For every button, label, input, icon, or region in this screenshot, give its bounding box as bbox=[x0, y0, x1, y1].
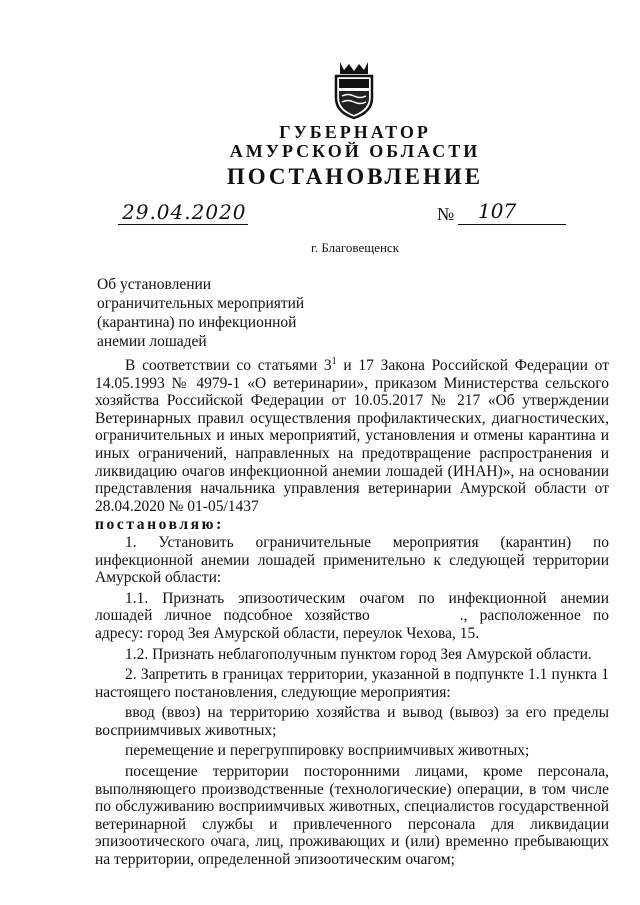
subject-line: ограничительных мероприятий bbox=[97, 295, 305, 312]
date-underline bbox=[118, 224, 248, 225]
subject-line: (карантина) по инфекционной bbox=[97, 314, 297, 331]
article-superscript: 1 bbox=[331, 355, 337, 367]
subject-line: анемии лошадей bbox=[97, 333, 207, 350]
preamble-text-cont: и 17 Закона Российской Федерации от 14.05.1993 № 4979-1 «О ветеринарии», приказом Министерства сельского хозяйства Российской Федерации от 10.05.2017 № 217 «Об утверждении Ветеринарных правил осуществления профилактических, диагностических, ограничительных и иных мероприятий, установления и отмены карантина и иных ограничений, направленных на предотвращение распространения и ликвидацию очагов инфекционной анемии лошадей (ИНАН)», на основании представления начальника управления ветеринарии Амурской области от 28.04.2020 № 01-05/1437 bbox=[95, 357, 609, 515]
region-heading: АМУРСКОЙ ОБЛАСТИ bbox=[229, 141, 481, 161]
paragraph-2: 2. Запретить в границах территории, указанной в подпункте 1.1 пункта 1 настоящего постановления, следующие мероприятия: bbox=[95, 666, 609, 701]
preamble-text: В соответствии со статьями 3 bbox=[125, 357, 332, 374]
coat-of-arms-emblem bbox=[330, 60, 378, 120]
paragraph-1-1 bbox=[95, 590, 609, 643]
subject-line: Об установлении bbox=[97, 276, 212, 293]
paragraph-2-item-c: посещение территории посторонними лицами, кроме персонала, выполняющего производственные (технологические) операции, в том числе по обслуживанию восприимчивых животных, специалистов государственной ветеринарной службы и привлеченного персонала для ликвидации эпизоотического очага, лиц, проживающих и (или) временно пребывающих на территории, определенной эпизоотическим очагом; bbox=[95, 763, 609, 869]
document-date: 29.04.2020 bbox=[122, 200, 247, 224]
document-type-heading: ПОСТАНОВЛЕНИЕ bbox=[226, 164, 484, 189]
paragraph-1: 1. Установить ограничительные мероприятия (карантин) по инфекционной анемии лошадей применительно к следующей территории Амурской области: bbox=[95, 533, 609, 587]
governor-heading: ГУБЕРНАТОР bbox=[279, 122, 431, 142]
number-label: № bbox=[437, 204, 455, 224]
preamble-paragraph bbox=[95, 357, 609, 515]
number-underline bbox=[458, 224, 566, 225]
paragraph-2-item-a: ввод (ввоз) на территорию хозяйства и вывод (вывоз) за его пределы восприимчивых животных; bbox=[95, 704, 609, 739]
decree-word: постановляю: bbox=[95, 516, 224, 534]
paragraph-1-1-text-cont: ., расположенное по адресу: город Зея Амурской области, переулок Чехова, 15. bbox=[95, 607, 609, 642]
paragraph-1-1-text: 1.1. Признать эпизоотическим очагом по инфекционной анемии лошадей личное подсобное хозяйство bbox=[95, 589, 609, 625]
paragraph-2-item-b: перемещение и перегруппировку восприимчивых животных; bbox=[125, 742, 530, 760]
city-label: г. Благовещенск bbox=[310, 240, 400, 255]
subject-block bbox=[97, 275, 304, 351]
document-number: 107 bbox=[478, 199, 517, 223]
document-body bbox=[95, 357, 609, 869]
paragraph-1-2: 1.2. Признать неблагополучным пунктом город Зея Амурской области. bbox=[125, 645, 592, 663]
